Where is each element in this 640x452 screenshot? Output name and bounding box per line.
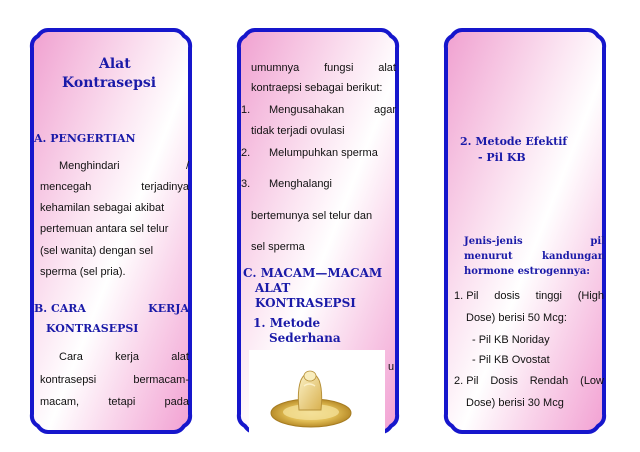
section-heading-cara-kerja: B. CARA KERJA [34, 302, 189, 315]
text-line: sperma (sel pria). [40, 266, 126, 278]
jenis-line: Jenis-jenis pil [464, 236, 605, 247]
list-item-text: 2. Pil Dosis Rendah (Low [454, 375, 604, 387]
sub-list-item: - Pil KB Noriday [472, 334, 550, 346]
subheading-metode-sederhana: 1. Metode [253, 316, 321, 330]
list-item-text: Dose) berisi 30 Mcg [466, 397, 564, 409]
list-number: 1. [241, 104, 251, 116]
brochure-panel-right [440, 26, 610, 436]
text-line: kehamilan sebagai akibat [40, 202, 165, 214]
text-line: umumnya fungsi alat [251, 62, 396, 74]
section-heading-macam-line3: KONTRASEPSI [255, 296, 356, 310]
text-line: Menghindari / [59, 160, 189, 172]
brochure-panel-left [26, 26, 196, 436]
text-line: kontraepsi sebagai berikut: [251, 82, 383, 94]
list-item-text: 1. Pil dosis tinggi (High [454, 290, 604, 302]
brochure-panel-middle [233, 26, 403, 436]
text-line: mencegah terjadinya [40, 181, 189, 193]
jenis-line: menurut kandungan [464, 251, 605, 262]
text-line: (sel wanita) dengan sel [40, 245, 154, 257]
text-line: Cara kerja alat [59, 351, 189, 363]
text-line: pertemuan antara sel telur [40, 223, 169, 235]
condom-illustration [249, 350, 385, 436]
list-item-text: Mengusahakan agar [269, 104, 396, 116]
section-heading-cara-kerja-line2: KONTRASEPSI [46, 322, 139, 335]
list-item-text: Dose) berisi 50 Mcg: [466, 312, 567, 324]
list-item-text: Menghalangi [269, 178, 332, 190]
section-heading-macam: C. MACAM—MACAM [243, 266, 383, 280]
section-heading-macam-line2: ALAT [255, 281, 291, 295]
condom-image [249, 350, 385, 436]
list-number: 3. [241, 178, 251, 190]
partial-text: u [388, 361, 395, 373]
subheading-metode-sederhana-line2: Sederhana [269, 331, 341, 345]
list-item-text: Melumpuhkan sperma [269, 147, 378, 159]
text-line: macam, tetapi pada [40, 396, 189, 408]
panel-title-line1: Alat [99, 56, 131, 72]
sub-list-item: - Pil KB Ovostat [472, 354, 550, 366]
list-item-text: sel sperma [251, 241, 305, 253]
text-line: kontrasepsi bermacam- [40, 374, 189, 386]
list-number: 2. [241, 147, 251, 159]
subheading-pil-kb: - Pil KB [478, 151, 526, 164]
section-heading-pengertian: A. PENGERTIAN [34, 132, 136, 145]
panel-title-line2: Kontrasepsi [62, 75, 157, 91]
subheading-metode-efektif: 2. Metode Efektif [460, 135, 568, 148]
list-item-text: tidak terjadi ovulasi [251, 125, 345, 137]
jenis-line: hormone estrogennya: [464, 266, 591, 277]
list-item-text: bertemunya sel telur dan [251, 210, 373, 222]
